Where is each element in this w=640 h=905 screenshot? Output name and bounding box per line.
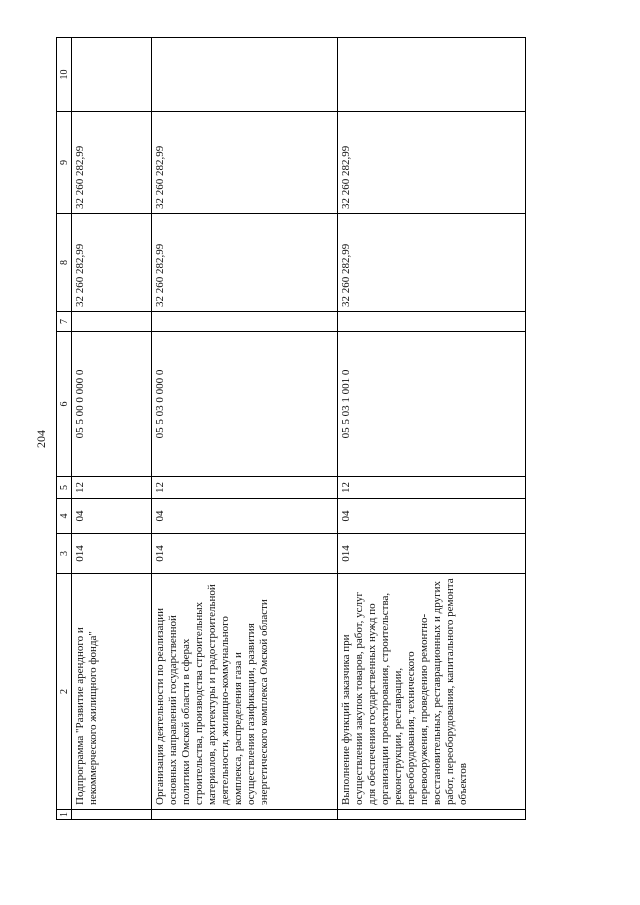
amount-cell-8: 32 260 282,99 xyxy=(72,214,152,312)
admin-code-cell: 014 xyxy=(338,534,526,574)
subsection-code-cell: 12 xyxy=(72,477,152,499)
budget-table xyxy=(56,37,526,820)
subsection-code-cell: 12 xyxy=(152,477,338,499)
table-row xyxy=(338,38,526,820)
amount-cell-8: 32 260 282,99 xyxy=(338,214,526,312)
row-number-cell xyxy=(152,810,338,820)
expense-type-cell xyxy=(338,312,526,332)
header-cell-9: 9 xyxy=(57,112,72,214)
row-name-cell: Подпрограмма "Развитие арендного и некоммерческого жилищного фонда" xyxy=(72,574,152,810)
amount-cell-9: 32 260 282,99 xyxy=(72,112,152,214)
section-code-cell: 04 xyxy=(338,499,526,534)
header-cell-5: 5 xyxy=(57,477,72,499)
header-cell-1: 1 xyxy=(57,810,72,820)
amount-cell-10 xyxy=(152,38,338,112)
table-row xyxy=(72,38,152,820)
expense-type-cell xyxy=(72,312,152,332)
row-name-cell: Выполнение функций заказчика при осуществлении закупок товаров, работ, услуг для обеспечения государственных нужд по организации проектирования, строительства, реконструкции, реставрации, переоборудования, технического перевооружения, проведению ремонтно-восстановительных, реставрационных и других работ, переоборудования, капитального ремонта объектов xyxy=(338,574,526,810)
amount-cell-10 xyxy=(72,38,152,112)
target-article-cell: 05 5 03 0 000 0 xyxy=(152,332,338,477)
page-number: 204 xyxy=(34,430,48,448)
header-cell-6: 6 xyxy=(57,332,72,477)
header-cell-2: 2 xyxy=(57,574,72,810)
header-row xyxy=(57,38,72,820)
target-article-cell: 05 5 00 0 000 0 xyxy=(72,332,152,477)
expense-type-cell xyxy=(152,312,338,332)
amount-cell-8: 32 260 282,99 xyxy=(152,214,338,312)
row-number-cell xyxy=(72,810,152,820)
row-number-cell xyxy=(338,810,526,820)
amount-cell-9: 32 260 282,99 xyxy=(338,112,526,214)
rotated-budget-table xyxy=(56,38,524,820)
admin-code-cell: 014 xyxy=(72,534,152,574)
table-row xyxy=(152,38,338,820)
section-code-cell: 04 xyxy=(72,499,152,534)
header-cell-7: 7 xyxy=(57,312,72,332)
header-cell-4: 4 xyxy=(57,499,72,534)
header-cell-8: 8 xyxy=(57,214,72,312)
subsection-code-cell: 12 xyxy=(338,477,526,499)
target-article-cell: 05 5 03 1 001 0 xyxy=(338,332,526,477)
admin-code-cell: 014 xyxy=(152,534,338,574)
header-cell-10: 10 xyxy=(57,38,72,112)
amount-cell-10 xyxy=(338,38,526,112)
amount-cell-9: 32 260 282,99 xyxy=(152,112,338,214)
header-cell-3: 3 xyxy=(57,534,72,574)
row-name-cell: Организация деятельности по реализации основных направлений государственной политики Омской области в сферах строительства, производства строительных материалов, архитектуры и градостроительной деятельности, жилищно-коммунального комплекса, распределения газа и осуществления газификации, развития энергетического комплекса Омской области xyxy=(152,574,338,810)
section-code-cell: 04 xyxy=(152,499,338,534)
